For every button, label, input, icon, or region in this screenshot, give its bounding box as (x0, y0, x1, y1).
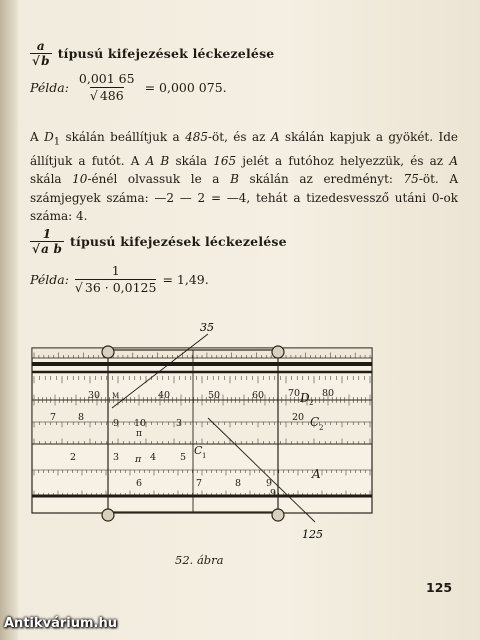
page-gutter (0, 0, 18, 640)
example-numerator: 0,001 65 (78, 71, 135, 86)
scale-label: 4 (150, 452, 157, 463)
example-label: Példa: (30, 80, 69, 96)
sqrt-icon: √ (89, 88, 98, 104)
watermark: Antikvárium.hu (4, 616, 117, 631)
figure-caption: 52. ábra (175, 553, 224, 567)
sqrt-icon: √ (74, 280, 83, 296)
scale-label: 30 (88, 390, 101, 401)
example-label: Példa: (30, 272, 69, 288)
scale-label: 9 (266, 478, 273, 489)
scale-label: 7 (50, 412, 57, 423)
example-result: = 0,000 075. (144, 80, 227, 96)
paragraph-run: -öt. A számjegyek száma: —2 — 2 = —4, tehát a tizedesvessző utáni 0-ok száma: 4. (30, 172, 458, 224)
section1-example (30, 72, 227, 104)
scale-label: 2 (70, 452, 77, 463)
explanation-paragraph (30, 128, 458, 226)
example-denominator: 36 · 0,0125 (84, 280, 157, 296)
section1-heading (30, 40, 274, 67)
heading-numerator: 1 (42, 227, 52, 241)
example-fraction (75, 264, 157, 296)
sqrt-icon: √ (32, 53, 41, 68)
paragraph-run: 165 (213, 153, 237, 168)
scale-label: 2 (319, 424, 324, 432)
paragraph-run: skálán beállítjuk a (60, 130, 186, 144)
paragraph-run: A B (145, 153, 170, 168)
sqrt-icon: √ (32, 241, 41, 256)
scale-label: M (112, 392, 120, 400)
scale-label: 8 (78, 412, 85, 423)
scale-label: π (136, 429, 142, 439)
slide-rule-figure (30, 320, 380, 545)
scale-label: 8 (235, 478, 242, 489)
section2-heading-text: típusú kifejezések léckezelése (70, 234, 287, 250)
cursor-screw-icon (102, 346, 114, 358)
scale-label: 6 (136, 478, 143, 489)
paragraph-run: skálán az eredményt: (238, 172, 404, 187)
page-number: 125 (426, 580, 453, 595)
paragraph-run: A (270, 130, 280, 144)
paragraph-run: skála (30, 172, 73, 187)
scale-label: 1 (202, 452, 207, 460)
paragraph-run: 485 (185, 130, 208, 144)
example-denominator: 486 (99, 88, 124, 104)
scale-label: π (135, 454, 142, 465)
section1-heading-text: típusú kifejezések léckezelése (57, 46, 275, 62)
paragraph-run: -énél olvassuk le a (87, 172, 231, 187)
paragraph-run: 10 (72, 172, 88, 187)
example-fraction (75, 72, 139, 104)
heading-denominator: b (41, 53, 50, 68)
scale-label: 3 (113, 452, 120, 463)
paragraph-run: B (230, 172, 239, 187)
paragraph-run: A (449, 153, 458, 168)
paragraph-run: skálán kapjuk a gyökét. Ide állítjuk a futót. A (30, 130, 458, 168)
scale-label: 80 (322, 388, 335, 399)
scale-label: A (312, 467, 321, 481)
cursor-screw-icon (102, 509, 114, 521)
scale-label: 7 (196, 478, 203, 489)
section2-heading-fraction (30, 228, 64, 255)
cursor-screw-icon (272, 509, 284, 521)
scale-label: 10 (134, 418, 147, 429)
scale-label: C (194, 444, 203, 457)
section2-heading (30, 228, 287, 255)
paragraph-run: 1 (53, 136, 61, 148)
example-numerator: 1 (111, 263, 120, 278)
paragraph-run: jelét a futóhoz helyezzük, és az (236, 153, 450, 168)
heading-denominator: a b (41, 241, 63, 256)
scale-label: 3 (176, 418, 183, 429)
callout-label-bottom: 125 (302, 528, 323, 541)
scale-label: 9 (270, 488, 277, 499)
scale-label: 2 (309, 399, 314, 407)
callout-label-top: 35 (200, 321, 214, 334)
cursor-screw-icon (272, 346, 284, 358)
paragraph-run: D (44, 130, 54, 144)
scale-label: 70 (288, 388, 301, 399)
example-result: = 1,49. (162, 272, 209, 288)
paragraph-run: skála (169, 153, 214, 168)
scale-label: 20 (292, 412, 305, 423)
scale-label: 5 (180, 452, 187, 463)
scale-label: 50 (208, 390, 221, 401)
paragraph-run: -öt, és az (208, 130, 271, 144)
scale-label: D (300, 391, 310, 405)
paragraph-run: 75 (403, 172, 419, 187)
scale-label: 9 (113, 418, 120, 429)
scale-label: C (310, 415, 320, 429)
paragraph-run: A (30, 130, 45, 144)
heading-numerator: a (36, 39, 45, 53)
section1-heading-fraction (30, 40, 52, 67)
section2-example (30, 264, 209, 296)
scale-label: 60 (252, 390, 265, 401)
scale-label: 40 (158, 390, 171, 401)
